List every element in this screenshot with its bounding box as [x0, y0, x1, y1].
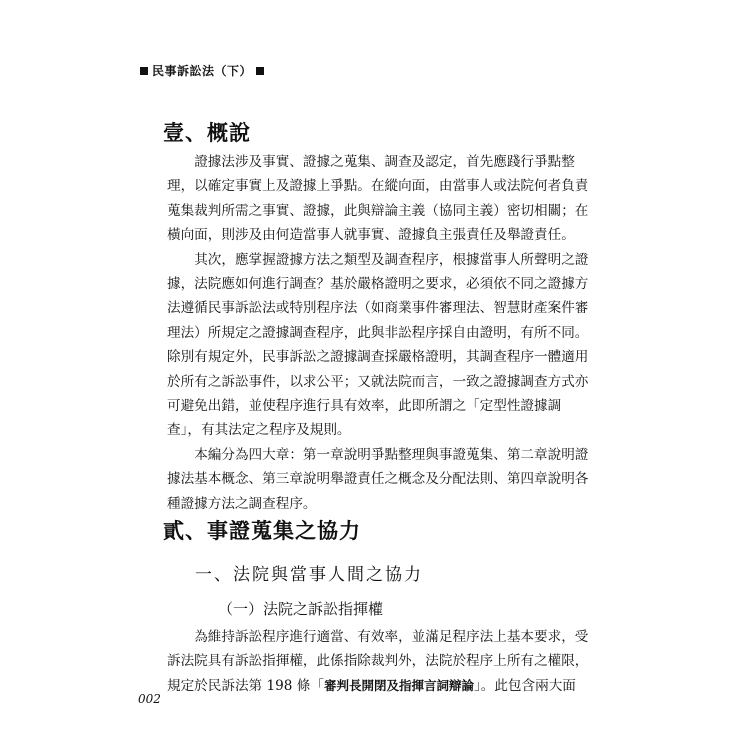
paragraph-3	[167, 443, 589, 516]
text-line	[167, 674, 578, 698]
text-line: 法遵循民事訴訟法或特別程序法（如商業事件審理法、智慧財產案件審	[167, 300, 589, 317]
text-line: 據，法院應如何進行調查？基於嚴格證明之要求，必須依不同之證據方	[167, 276, 589, 293]
section1-body	[167, 150, 589, 516]
text-line: 訴法院具有訴訟指揮權，此係指除裁判外，法院於程序上所有之權限，	[167, 653, 589, 670]
text-line: 理，以確定事實上及證據上爭點。在縱向面，由當事人或法院何者負責	[167, 178, 589, 195]
text-segment: 規定於民訴法第 198 條「	[167, 677, 324, 694]
emphasis-text: 審判長開閉及指揮言詞辯論	[323, 677, 474, 693]
running-head	[140, 62, 264, 79]
text-line: 為維持訴訟程序進行適當、有效率，並滿足程序法上基本要求，受	[194, 629, 589, 645]
section2-body	[167, 625, 589, 698]
paragraph-1	[167, 150, 589, 248]
text-line: 查」，有其法定之程序及規則。	[167, 422, 351, 439]
section1-heading: 壹、概說	[163, 120, 251, 145]
paragraph-2	[167, 248, 589, 443]
square-bullet-icon	[256, 67, 264, 75]
text-line: 理法）所規定之證據調查程序，此與非訟程序採自由證明，有所不同。	[167, 324, 589, 341]
paragraph-4	[167, 625, 589, 698]
text-segment: 」。此包含兩大面	[473, 677, 576, 694]
page-number: 002	[138, 692, 161, 706]
section2-subheading: 一、法院與當事人間之協力	[195, 565, 423, 585]
section2-subsubheading: （一）法院之訴訟指揮權	[218, 600, 384, 618]
text-line: 據法基本概念、第三章說明舉證責任之概念及分配法則、第四章說明各	[167, 471, 589, 488]
square-bullet-icon	[140, 67, 148, 75]
text-line: 可避免出錯，並使程序進行具有效率，此即所謂之「定型性證據調	[167, 398, 562, 415]
text-line: 其次，應掌握證據方法之類型及調查程序，根據當事人所聲明之證	[194, 251, 589, 268]
text-line: 於所有之訴訟事件，以求公平；又就法院而言，一致之證據調查方式亦	[167, 373, 589, 390]
text-line: 證據法涉及事實、證據之蒐集、調查及認定，首先應踐行爭點整	[194, 154, 575, 170]
text-line: 橫向面，則涉及由何造當事人就事實、證據負主張責任及舉證責任。	[167, 227, 575, 244]
text-line: 本編分為四大章：第一章說明爭點整理與事證蒐集、第二章說明證	[194, 446, 589, 463]
section2-heading: 貳、事證蒐集之協力	[163, 518, 361, 543]
text-line: 蒐集裁判所需之事實、證據，此與辯論主義（協同主義）密切相關；在	[167, 202, 589, 219]
running-head-title: 民事訴訟法（下）	[152, 64, 253, 78]
text-line: 除別有規定外，民事訴訟之證據調查採嚴格證明，其調查程序一體適用	[167, 349, 589, 366]
text-line: 種證據方法之調查程序。	[167, 495, 317, 512]
